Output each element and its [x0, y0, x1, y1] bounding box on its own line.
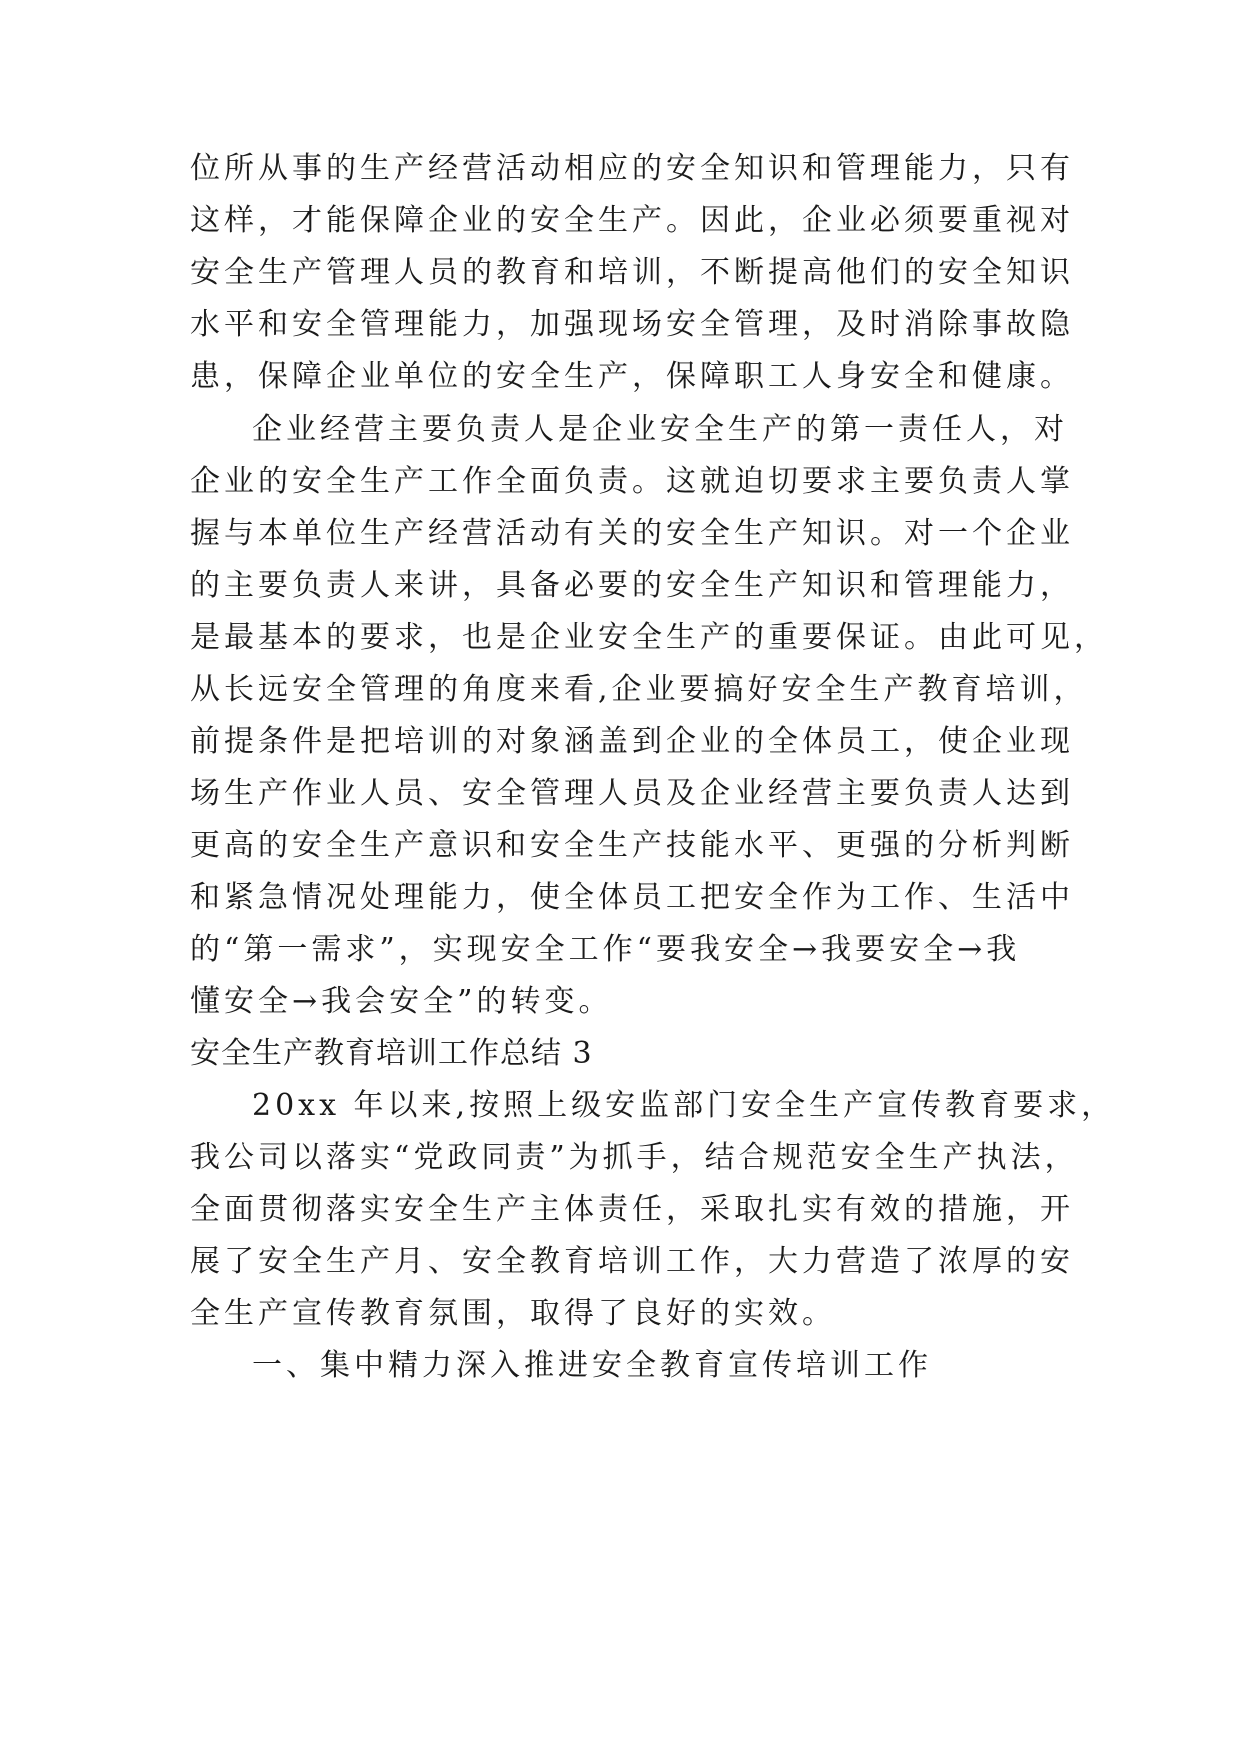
paragraph-line: 我公司以落实“党政同责”为抓手，结合规范安全生产执法，	[190, 1140, 1079, 1175]
paragraph-line: 懂安全→我会安全”的转变。	[190, 984, 613, 1019]
paragraph-line: 前提条件是把培训的对象涵盖到企业的全体员工，使企业现	[190, 724, 1074, 759]
paragraph-line: 场生产作业人员、安全管理人员及企业经营主要负责人达到	[190, 776, 1074, 811]
paragraph-line: 20xx 年以来,按照上级安监部门安全生产宣传教育要求，	[252, 1088, 1116, 1123]
paragraph-line: 的“第一需求”，实现安全工作“要我安全→我要安全→我	[190, 932, 1021, 967]
paragraph-line: 的主要负责人来讲，具备必要的安全生产知识和管理能力，	[190, 568, 1074, 603]
paragraph-line: 全生产宣传教育氛围，取得了良好的实效。	[190, 1296, 836, 1331]
paragraph-line: 是最基本的要求，也是企业安全生产的重要保证。由此可见，	[190, 620, 1108, 655]
paragraph-line: 全面贯彻落实安全生产主体责任，采取扎实有效的措施，开	[190, 1192, 1074, 1227]
paragraph-line: 患，保障企业单位的安全生产，保障职工人身安全和健康。	[190, 359, 1074, 394]
paragraph-line: 展了安全生产月、安全教育培训工作，大力营造了浓厚的安	[190, 1244, 1074, 1279]
paragraph-line: 和紧急情况处理能力，使全体员工把安全作为工作、生活中	[190, 880, 1074, 915]
paragraph-line: 位所从事的生产经营活动相应的安全知识和管理能力，只有	[190, 151, 1074, 186]
paragraph-line: 安全生产管理人员的教育和培训，不断提高他们的安全知识	[190, 255, 1074, 290]
section-title: 安全生产教育培训工作总结 3	[190, 1036, 593, 1071]
paragraph-line: 握与本单位生产经营活动有关的安全生产知识。对一个企业	[190, 516, 1074, 551]
paragraph-line: 企业经营主要负责人是企业安全生产的第一责任人，对	[252, 412, 1068, 447]
paragraph-line: 这样，才能保障企业的安全生产。因此，企业必须要重视对	[190, 203, 1074, 238]
paragraph-line: 更高的安全生产意识和安全生产技能水平、更强的分析判断	[190, 828, 1074, 863]
subheading: 一、集中精力深入推进安全教育宣传培训工作	[252, 1348, 932, 1383]
paragraph-line: 企业的安全生产工作全面负责。这就迫切要求主要负责人掌	[190, 464, 1074, 499]
paragraph-line: 水平和安全管理能力，加强现场安全管理，及时消除事故隐	[190, 307, 1074, 342]
paragraph-line: 从长远安全管理的角度来看,企业要搞好安全生产教育培训，	[190, 672, 1088, 707]
